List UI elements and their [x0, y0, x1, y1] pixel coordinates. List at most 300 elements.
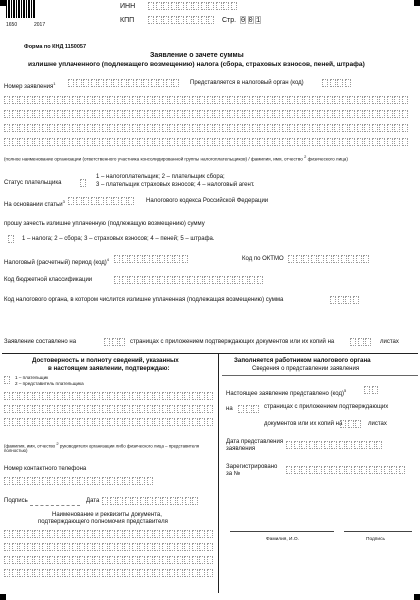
left-date-cells[interactable]	[102, 497, 200, 505]
input-cell[interactable]	[185, 497, 191, 505]
input-cell[interactable]	[57, 477, 63, 485]
offset-type-cell[interactable]	[8, 235, 16, 243]
input-cell[interactable]	[192, 124, 198, 132]
input-cell[interactable]	[94, 543, 100, 551]
input-cell[interactable]	[178, 16, 184, 24]
input-cell[interactable]	[119, 338, 125, 346]
input-cell[interactable]	[201, 16, 207, 24]
input-cell[interactable]	[162, 497, 168, 505]
input-cell[interactable]	[282, 96, 288, 104]
input-cell[interactable]	[113, 197, 119, 205]
input-cell[interactable]	[57, 530, 63, 538]
org-name-row-4[interactable]	[4, 138, 409, 146]
input-cell[interactable]	[167, 255, 173, 263]
input-cell[interactable]	[312, 124, 318, 132]
input-cell[interactable]	[184, 138, 190, 146]
input-cell[interactable]	[98, 79, 104, 87]
input-cell[interactable]	[223, 2, 229, 10]
input-cell[interactable]	[4, 376, 10, 384]
input-cell[interactable]	[242, 276, 248, 284]
input-cell[interactable]	[27, 138, 33, 146]
input-cell[interactable]	[34, 543, 40, 551]
input-cell[interactable]	[402, 110, 408, 118]
input-cell[interactable]	[369, 466, 375, 474]
submit-to-cells[interactable]	[322, 79, 352, 87]
input-cell[interactable]	[139, 418, 145, 426]
input-cell[interactable]	[4, 96, 10, 104]
input-cell[interactable]	[79, 418, 85, 426]
input-cell[interactable]	[177, 392, 183, 400]
input-cell[interactable]	[147, 556, 153, 564]
input-cell[interactable]	[294, 466, 300, 474]
input-cell[interactable]	[27, 543, 33, 551]
input-cell[interactable]	[163, 2, 169, 10]
input-cell[interactable]	[124, 110, 130, 118]
input-cell[interactable]	[132, 392, 138, 400]
input-cell[interactable]	[297, 138, 303, 146]
input-cell[interactable]	[12, 569, 18, 577]
confirmer-type-cell[interactable]	[4, 376, 12, 384]
input-cell[interactable]	[139, 569, 145, 577]
input-cell[interactable]	[79, 556, 85, 564]
input-cell[interactable]	[286, 466, 292, 474]
input-cell[interactable]	[319, 110, 325, 118]
input-cell[interactable]	[177, 569, 183, 577]
input-cell[interactable]	[364, 138, 370, 146]
input-cell[interactable]	[12, 138, 18, 146]
input-cell[interactable]	[128, 197, 134, 205]
input-cell[interactable]	[169, 556, 175, 564]
input-cell[interactable]	[79, 110, 85, 118]
input-cell[interactable]	[184, 96, 190, 104]
input-cell[interactable]	[169, 569, 175, 577]
input-cell[interactable]	[171, 16, 177, 24]
input-cell[interactable]	[304, 124, 310, 132]
input-cell[interactable]	[184, 110, 190, 118]
input-cell[interactable]	[357, 110, 363, 118]
input-cell[interactable]	[350, 338, 356, 346]
input-cell[interactable]	[144, 276, 150, 284]
input-cell[interactable]	[80, 179, 86, 187]
input-cell[interactable]	[114, 276, 120, 284]
input-cell[interactable]	[94, 530, 100, 538]
input-cell[interactable]	[297, 110, 303, 118]
input-cell[interactable]	[365, 338, 371, 346]
input-cell[interactable]	[8, 235, 14, 243]
input-cell[interactable]	[357, 96, 363, 104]
input-cell[interactable]	[154, 569, 160, 577]
input-cell[interactable]	[197, 276, 203, 284]
input-cell[interactable]	[186, 16, 192, 24]
input-cell[interactable]	[124, 138, 130, 146]
input-cell[interactable]	[79, 543, 85, 551]
input-cell[interactable]	[34, 530, 40, 538]
input-cell[interactable]	[334, 124, 340, 132]
input-cell[interactable]	[244, 124, 250, 132]
input-cell[interactable]	[342, 96, 348, 104]
input-cell[interactable]	[109, 138, 115, 146]
input-cell[interactable]	[112, 338, 118, 346]
input-cell[interactable]	[109, 110, 115, 118]
input-cell[interactable]	[361, 441, 367, 449]
input-cell[interactable]	[301, 466, 307, 474]
input-cell[interactable]	[252, 124, 258, 132]
input-cell[interactable]	[87, 556, 93, 564]
input-cell[interactable]	[207, 530, 213, 538]
doc-name-row-1[interactable]	[4, 530, 214, 538]
input-cell[interactable]	[94, 569, 100, 577]
input-cell[interactable]	[34, 477, 40, 485]
input-cell[interactable]	[144, 255, 150, 263]
input-cell[interactable]	[147, 138, 153, 146]
input-cell[interactable]	[184, 405, 190, 413]
input-cell[interactable]	[169, 543, 175, 551]
input-cell[interactable]	[182, 276, 188, 284]
input-cell[interactable]	[376, 441, 382, 449]
input-cell[interactable]	[162, 530, 168, 538]
input-cell[interactable]	[154, 418, 160, 426]
input-cell[interactable]	[274, 110, 280, 118]
input-cell[interactable]	[219, 276, 225, 284]
input-cell[interactable]	[324, 466, 330, 474]
input-cell[interactable]	[147, 497, 153, 505]
input-cell[interactable]	[312, 96, 318, 104]
doc-name-row-4[interactable]	[4, 569, 214, 577]
input-cell[interactable]	[147, 569, 153, 577]
input-cell[interactable]	[364, 124, 370, 132]
input-cell[interactable]	[147, 405, 153, 413]
input-cell[interactable]	[87, 477, 93, 485]
input-cell[interactable]	[87, 124, 93, 132]
input-cell[interactable]	[192, 569, 198, 577]
input-cell[interactable]	[42, 477, 48, 485]
input-cell[interactable]	[169, 110, 175, 118]
input-cell[interactable]	[387, 138, 393, 146]
input-cell[interactable]	[12, 110, 18, 118]
input-cell[interactable]	[124, 543, 130, 551]
input-cell[interactable]	[57, 124, 63, 132]
input-cell[interactable]	[117, 530, 123, 538]
input-cell[interactable]	[327, 124, 333, 132]
input-cell[interactable]	[324, 441, 330, 449]
input-cell[interactable]	[309, 441, 315, 449]
input-cell[interactable]	[4, 543, 10, 551]
input-cell[interactable]	[267, 138, 273, 146]
input-cell[interactable]	[19, 418, 25, 426]
input-cell[interactable]	[163, 16, 169, 24]
input-cell[interactable]	[363, 255, 369, 263]
input-cell[interactable]	[128, 79, 134, 87]
input-cell[interactable]	[159, 276, 165, 284]
input-cell[interactable]	[207, 110, 213, 118]
input-cell[interactable]	[42, 418, 48, 426]
input-cell[interactable]	[199, 569, 205, 577]
input-cell[interactable]	[169, 418, 175, 426]
input-cell[interactable]	[42, 96, 48, 104]
input-cell[interactable]	[104, 338, 110, 346]
input-cell[interactable]	[162, 556, 168, 564]
input-cell[interactable]	[169, 530, 175, 538]
input-cell[interactable]	[333, 255, 339, 263]
input-cell[interactable]	[87, 110, 93, 118]
input-cell[interactable]	[79, 96, 85, 104]
input-cell[interactable]	[177, 543, 183, 551]
input-cell[interactable]	[102, 569, 108, 577]
input-cell[interactable]	[193, 2, 199, 10]
input-cell[interactable]	[338, 296, 344, 304]
input-cell[interactable]	[257, 276, 263, 284]
input-cell[interactable]	[147, 530, 153, 538]
input-cell[interactable]	[57, 543, 63, 551]
input-cell[interactable]	[170, 497, 176, 505]
input-cell[interactable]	[162, 124, 168, 132]
input-cell[interactable]	[34, 556, 40, 564]
input-cell[interactable]	[184, 569, 190, 577]
input-cell[interactable]	[42, 392, 48, 400]
input-cell[interactable]	[152, 276, 158, 284]
input-cell[interactable]	[294, 441, 300, 449]
input-cell[interactable]	[282, 124, 288, 132]
input-cell[interactable]	[391, 466, 397, 474]
input-cell[interactable]	[201, 2, 207, 10]
input-cell[interactable]	[372, 110, 378, 118]
input-cell[interactable]	[372, 124, 378, 132]
input-cell[interactable]	[102, 96, 108, 104]
input-cell[interactable]	[207, 543, 213, 551]
input-cell[interactable]	[304, 138, 310, 146]
input-cell[interactable]	[94, 556, 100, 564]
input-cell[interactable]	[34, 418, 40, 426]
input-cell[interactable]	[177, 96, 183, 104]
input-cell[interactable]	[237, 138, 243, 146]
input-cell[interactable]	[192, 418, 198, 426]
input-cell[interactable]	[339, 466, 345, 474]
input-cell[interactable]	[166, 79, 172, 87]
input-cell[interactable]	[139, 124, 145, 132]
input-cell[interactable]	[34, 569, 40, 577]
input-cell[interactable]	[192, 497, 198, 505]
phone-cells[interactable]	[4, 477, 154, 485]
input-cell[interactable]	[87, 138, 93, 146]
composed-pages-cells[interactable]	[104, 338, 127, 346]
input-cell[interactable]	[87, 543, 93, 551]
input-cell[interactable]	[132, 96, 138, 104]
input-cell[interactable]	[57, 569, 63, 577]
input-cell[interactable]	[304, 110, 310, 118]
input-cell[interactable]	[312, 110, 318, 118]
input-cell[interactable]	[237, 110, 243, 118]
input-cell[interactable]	[229, 138, 235, 146]
input-cell[interactable]	[214, 124, 220, 132]
input-cell[interactable]	[64, 110, 70, 118]
input-cell[interactable]	[322, 79, 328, 87]
input-cell[interactable]	[34, 392, 40, 400]
input-cell[interactable]	[102, 138, 108, 146]
input-cell[interactable]	[140, 497, 146, 505]
input-cell[interactable]	[137, 276, 143, 284]
input-cell[interactable]	[139, 530, 145, 538]
input-cell[interactable]	[348, 420, 354, 428]
input-cell[interactable]	[199, 405, 205, 413]
input-cell[interactable]	[186, 2, 192, 10]
input-cell[interactable]	[64, 96, 70, 104]
input-cell[interactable]	[19, 405, 25, 413]
input-cell[interactable]	[154, 138, 160, 146]
input-cell[interactable]	[289, 138, 295, 146]
input-cell[interactable]	[342, 138, 348, 146]
input-cell[interactable]	[192, 556, 198, 564]
input-cell[interactable]	[121, 197, 127, 205]
input-cell[interactable]	[216, 2, 222, 10]
input-cell[interactable]	[162, 405, 168, 413]
input-cell[interactable]	[402, 96, 408, 104]
input-cell[interactable]	[139, 477, 145, 485]
input-cell[interactable]	[19, 556, 25, 564]
input-cell[interactable]	[139, 543, 145, 551]
input-cell[interactable]	[27, 405, 33, 413]
input-cell[interactable]	[42, 405, 48, 413]
input-cell[interactable]	[309, 466, 315, 474]
input-cell[interactable]	[147, 477, 153, 485]
input-cell[interactable]	[349, 110, 355, 118]
app-number-cells[interactable]	[68, 79, 181, 87]
input-cell[interactable]	[102, 543, 108, 551]
input-cell[interactable]	[72, 405, 78, 413]
input-cell[interactable]	[110, 497, 116, 505]
input-cell[interactable]	[102, 110, 108, 118]
input-cell[interactable]	[102, 405, 108, 413]
input-cell[interactable]	[199, 543, 205, 551]
input-cell[interactable]	[49, 124, 55, 132]
input-cell[interactable]	[301, 441, 307, 449]
input-cell[interactable]	[132, 530, 138, 538]
input-cell[interactable]	[122, 255, 128, 263]
input-cell[interactable]	[94, 124, 100, 132]
input-cell[interactable]	[192, 530, 198, 538]
input-cell[interactable]	[19, 543, 25, 551]
input-cell[interactable]	[169, 96, 175, 104]
input-cell[interactable]	[117, 405, 123, 413]
input-cell[interactable]	[394, 124, 400, 132]
input-cell[interactable]	[319, 124, 325, 132]
input-cell[interactable]	[334, 96, 340, 104]
input-cell[interactable]	[94, 405, 100, 413]
input-cell[interactable]	[204, 276, 210, 284]
input-cell[interactable]	[158, 79, 164, 87]
input-cell[interactable]	[49, 543, 55, 551]
input-cell[interactable]	[129, 276, 135, 284]
input-cell[interactable]	[109, 543, 115, 551]
input-cell[interactable]	[361, 466, 367, 474]
input-cell[interactable]	[222, 124, 228, 132]
input-cell[interactable]	[162, 418, 168, 426]
input-cell[interactable]	[72, 392, 78, 400]
input-cell[interactable]	[151, 79, 157, 87]
input-cell[interactable]	[132, 418, 138, 426]
input-cell[interactable]	[49, 110, 55, 118]
input-cell[interactable]	[72, 543, 78, 551]
input-cell[interactable]	[42, 530, 48, 538]
input-cell[interactable]	[124, 392, 130, 400]
input-cell[interactable]	[19, 138, 25, 146]
fio-row-2[interactable]	[4, 405, 214, 413]
input-cell[interactable]	[12, 530, 18, 538]
input-cell[interactable]	[342, 110, 348, 118]
input-cell[interactable]	[117, 543, 123, 551]
input-cell[interactable]	[249, 276, 255, 284]
input-cell[interactable]	[64, 124, 70, 132]
input-cell[interactable]	[137, 255, 143, 263]
input-cell[interactable]	[304, 96, 310, 104]
input-cell[interactable]	[94, 138, 100, 146]
input-cell[interactable]	[117, 569, 123, 577]
input-cell[interactable]	[214, 96, 220, 104]
input-cell[interactable]	[117, 477, 123, 485]
input-cell[interactable]	[27, 110, 33, 118]
input-cell[interactable]	[87, 96, 93, 104]
input-cell[interactable]	[98, 197, 104, 205]
input-cell[interactable]	[267, 96, 273, 104]
input-cell[interactable]	[76, 197, 82, 205]
input-cell[interactable]	[189, 276, 195, 284]
input-cell[interactable]	[267, 124, 273, 132]
input-cell[interactable]	[199, 418, 205, 426]
input-cell[interactable]	[289, 110, 295, 118]
input-cell[interactable]	[199, 124, 205, 132]
doc-name-row-2[interactable]	[4, 543, 214, 551]
input-cell[interactable]	[42, 556, 48, 564]
input-cell[interactable]	[114, 255, 120, 263]
input-cell[interactable]	[72, 418, 78, 426]
input-cell[interactable]	[4, 556, 10, 564]
input-cell[interactable]	[342, 124, 348, 132]
input-cell[interactable]	[231, 2, 237, 10]
input-cell[interactable]	[148, 2, 154, 10]
input-cell[interactable]	[402, 138, 408, 146]
input-cell[interactable]	[334, 138, 340, 146]
input-cell[interactable]	[109, 96, 115, 104]
input-cell[interactable]	[4, 138, 10, 146]
input-cell[interactable]	[4, 110, 10, 118]
input-cell[interactable]	[102, 497, 108, 505]
input-cell[interactable]	[319, 96, 325, 104]
input-cell[interactable]	[199, 110, 205, 118]
input-cell[interactable]	[330, 296, 336, 304]
input-cell[interactable]	[121, 79, 127, 87]
input-cell[interactable]	[64, 530, 70, 538]
input-cell[interactable]	[214, 138, 220, 146]
input-cell[interactable]	[184, 124, 190, 132]
input-cell[interactable]	[102, 530, 108, 538]
input-cell[interactable]	[139, 556, 145, 564]
input-cell[interactable]	[259, 138, 265, 146]
input-cell[interactable]	[349, 96, 355, 104]
input-cell[interactable]	[57, 556, 63, 564]
input-cell[interactable]	[4, 477, 10, 485]
input-cell[interactable]	[147, 110, 153, 118]
registered-number-cells[interactable]	[286, 466, 406, 474]
input-cell[interactable]	[87, 569, 93, 577]
input-cell[interactable]	[42, 543, 48, 551]
input-cell[interactable]	[72, 569, 78, 577]
input-cell[interactable]	[234, 276, 240, 284]
input-cell[interactable]	[139, 405, 145, 413]
input-cell[interactable]	[387, 110, 393, 118]
input-cell[interactable]	[192, 138, 198, 146]
input-cell[interactable]	[27, 530, 33, 538]
input-cell[interactable]	[19, 569, 25, 577]
input-cell[interactable]	[369, 441, 375, 449]
